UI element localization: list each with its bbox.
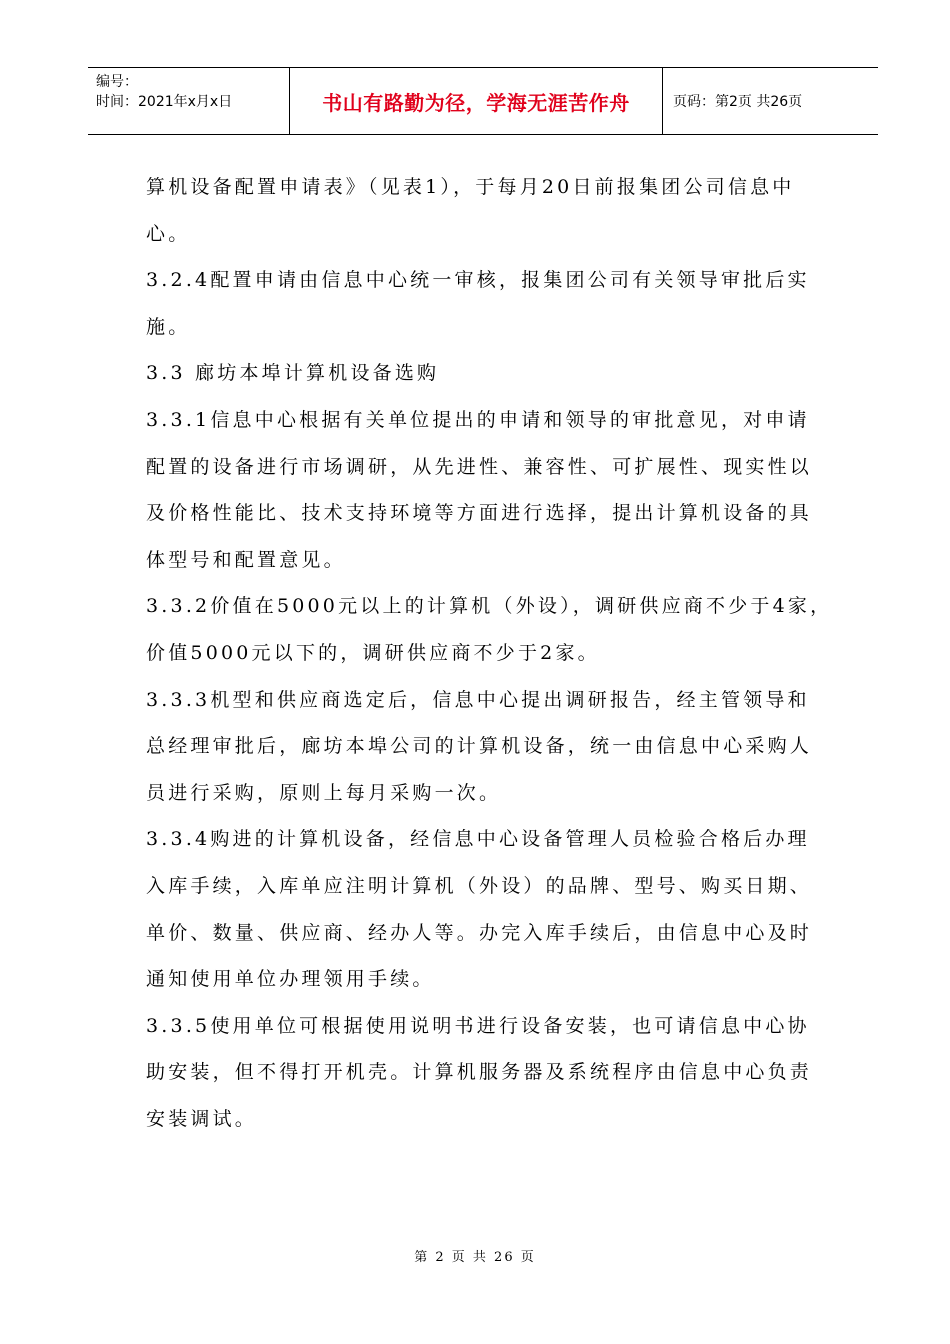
section-heading: 3.3 廊坊本埠计算机设备选购 (146, 362, 440, 385)
body-line: 单价、数量、供应商、经办人等。办完入库手续后，由信息中心及时 (146, 921, 813, 944)
body-line: 配置的设备进行市场调研，从先进性、兼容性、可扩展性、现实性以 (146, 455, 813, 478)
body-line: 算机设备配置申请表》（见表1），于每月20日前报集团公司信息中 (146, 176, 795, 198)
header-meta (88, 68, 290, 134)
body-line: 3.3.2价值在5000元以上的计算机（外设），调研供应商不少于4家， (146, 595, 833, 618)
body-line: 助安装，但不得打开机壳。计算机服务器及系统程序由信息中心负责 (146, 1061, 813, 1084)
body-line: 安装调试。 (146, 1107, 258, 1130)
page-footer: 第 2 页 共 26 页 (414, 1250, 536, 1265)
body-line: 3.3.3机型和供应商选定后，信息中心提出调研报告，经主管领导和 (146, 688, 810, 711)
body-line: 总经理审批后，廊坊本埠公司的计算机设备，统一由信息中心采购人 (146, 735, 813, 758)
body-line: 入库手续，入库单应注明计算机（外设）的品牌、型号、购买日期、 (146, 874, 813, 897)
body-line: 3.3.4购进的计算机设备，经信息中心设备管理人员检验合格后办理 (146, 828, 810, 851)
document-body (146, 164, 836, 1142)
body-line: 及价格性能比、技术支持环境等方面进行选择，提出计算机设备的具 (146, 502, 813, 525)
page-header (88, 67, 878, 135)
body-line: 价值5000元以下的，调研供应商不少于2家。 (146, 641, 600, 664)
body-line: 3.3.1信息中心根据有关单位提出的申请和领导的审批意见，对申请 (146, 408, 810, 431)
header-page-info: 页码：第2页 共26页 (673, 94, 803, 110)
body-line: 3.3.5使用单位可根据使用说明书进行设备安装，也可请信息中心协 (146, 1014, 810, 1037)
body-line: 施。 (146, 315, 191, 338)
body-line: 员进行采购，原则上每月采购一次。 (146, 781, 502, 804)
document-time: 时间：2021年x月x日 (96, 94, 233, 110)
header-slogan: 书山有路勤为径，学海无涯苦作舟 (290, 68, 663, 134)
document-number: 编号： (96, 74, 138, 90)
body-line: 3.2.4配置申请由信息中心统一审核，报集团公司有关领导审批后实 (146, 269, 810, 292)
body-line: 心。 (146, 222, 191, 245)
body-line: 体型号和配置意见。 (146, 548, 346, 571)
body-line: 通知使用单位办理领用手续。 (146, 968, 435, 991)
